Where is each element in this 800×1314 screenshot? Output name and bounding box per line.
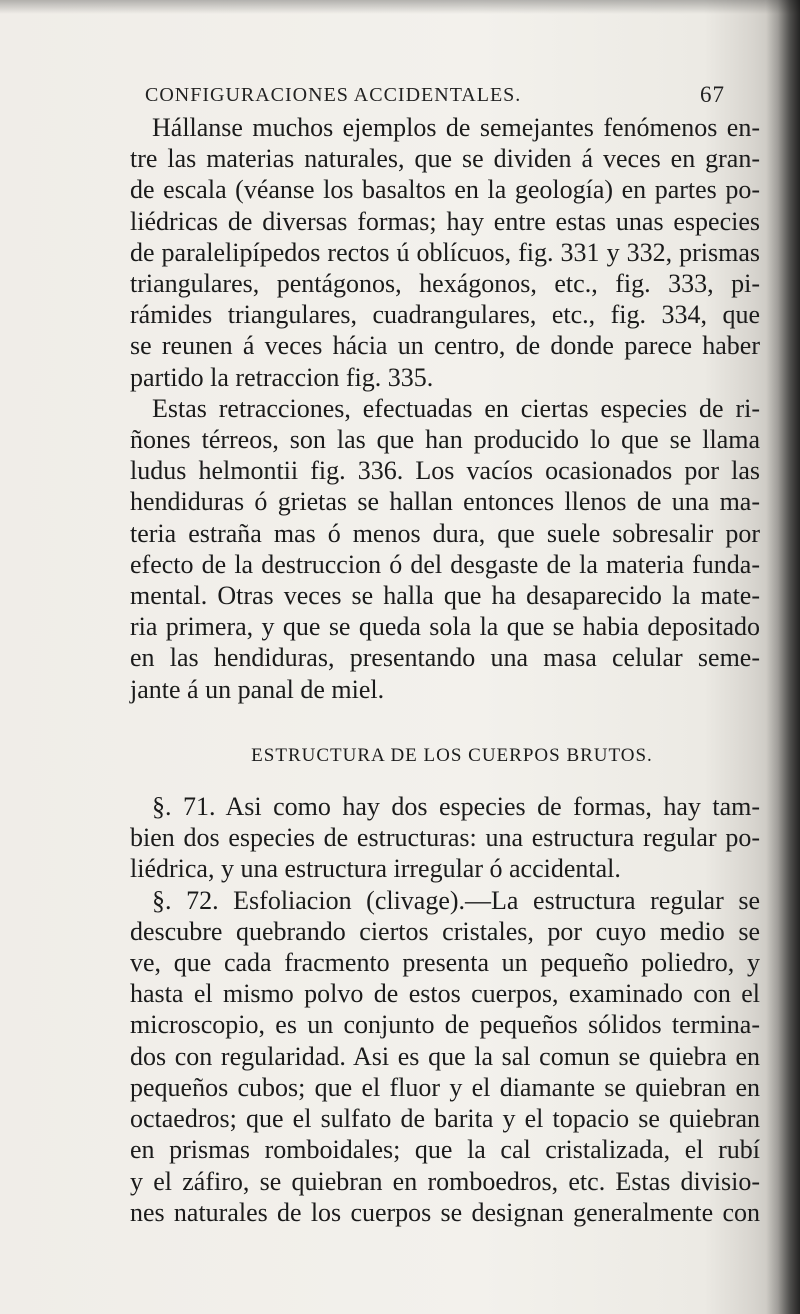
paragraph — [130, 885, 760, 1228]
page-number: 67 — [700, 82, 725, 107]
body-text — [130, 112, 760, 1228]
top-edge-shadow — [0, 0, 800, 14]
running-title: CONFIGURACIONES ACCIDENTALES. — [145, 84, 522, 106]
text-line: se reunen á veces hácia un centro, de donde parece haber — [130, 331, 760, 361]
text-line: ria primera, y que se queda sola la que se habia depositado — [130, 612, 760, 642]
text-line: teria estraña mas ó menos dura, que suele sobresalir por — [130, 518, 760, 548]
text-line: §. 71. Asi como hay dos especies de formas, hay tam- — [152, 792, 760, 822]
text-line: en prismas romboidales; que la cal cristalizada, el rubí — [130, 1135, 760, 1165]
text-line: descubre quebrando ciertos cristales, por cuyo medio se — [130, 916, 760, 946]
paragraph — [130, 112, 760, 393]
section-heading: ESTRUCTURA DE LOS CUERPOS BRUTOS. — [251, 744, 653, 766]
paragraph — [130, 393, 760, 705]
text-line: dos con regularidad. Asi es que la sal comun se quiebra en — [130, 1041, 760, 1071]
text-line: liédrica, y una estructura irregular ó accidental. — [130, 854, 621, 884]
text-line: hasta el mismo polvo de estos cuerpos, examinado con el — [130, 979, 760, 1009]
text-line: en las hendiduras, presentando una masa celular seme- — [130, 643, 760, 673]
text-line: mental. Otras veces se halla que ha desaparecido la mate- — [130, 581, 760, 611]
binding-shadow — [766, 0, 800, 1314]
text-line: liédricas de diversas formas; hay entre estas unas especies — [130, 206, 760, 236]
text-line: microscopio, es un conjunto de pequeños sólidos termina- — [130, 1010, 760, 1040]
text-line: ve, que cada fracmento presenta un pequeño poliedro, y — [130, 948, 760, 978]
text-line: y el záfiro, se quiebran en romboedros, etc. Estas divisio- — [130, 1166, 760, 1196]
text-line: tre las materias naturales, que se dividen á veces en gran- — [130, 144, 760, 174]
text-line: rámides triangulares, cuadrangulares, etc., fig. 334, que — [130, 300, 760, 330]
text-line: ñones térreos, son las que han producido lo que se llama — [130, 425, 760, 455]
text-line: pequeños cubos; que el fluor y el diamante se quiebran en — [130, 1072, 760, 1102]
text-line: ludus helmontii fig. 336. Los vacíos ocasionados por las — [130, 456, 760, 486]
text-line: jante á un panal de miel. — [130, 674, 385, 704]
text-line: §. 72. Esfoliacion (clivage).—La estructura regular se — [152, 885, 760, 915]
text-line: nes naturales de los cuerpos se designan generalmente con — [130, 1197, 760, 1227]
text-line: hendiduras ó grietas se hallan entonces llenos de una ma- — [130, 487, 760, 517]
text-line: de escala (véanse los basaltos en la geología) en partes po- — [130, 175, 760, 205]
text-line: bien dos especies de estructuras: una estructura regular po- — [130, 823, 760, 853]
text-line: de paralelipípedos rectos ú oblícuos, fig. 331 y 332, prismas — [130, 237, 760, 267]
paragraph — [130, 791, 760, 885]
text-line: partido la retraccion fig. 335. — [130, 362, 434, 392]
text-line: efecto de la destruccion ó del desgaste de la materia funda- — [130, 549, 760, 579]
text-line: Estas retracciones, efectuadas en ciertas especies de ri- — [152, 393, 760, 423]
text-line: triangulares, pentágonos, hexágonos, etc., fig. 333, pi- — [130, 269, 760, 299]
text-line: Hállanse muchos ejemplos de semejantes fenómenos en- — [152, 113, 760, 142]
text-line: octaedros; que el sulfato de barita y el topacio se quiebran — [130, 1104, 760, 1134]
